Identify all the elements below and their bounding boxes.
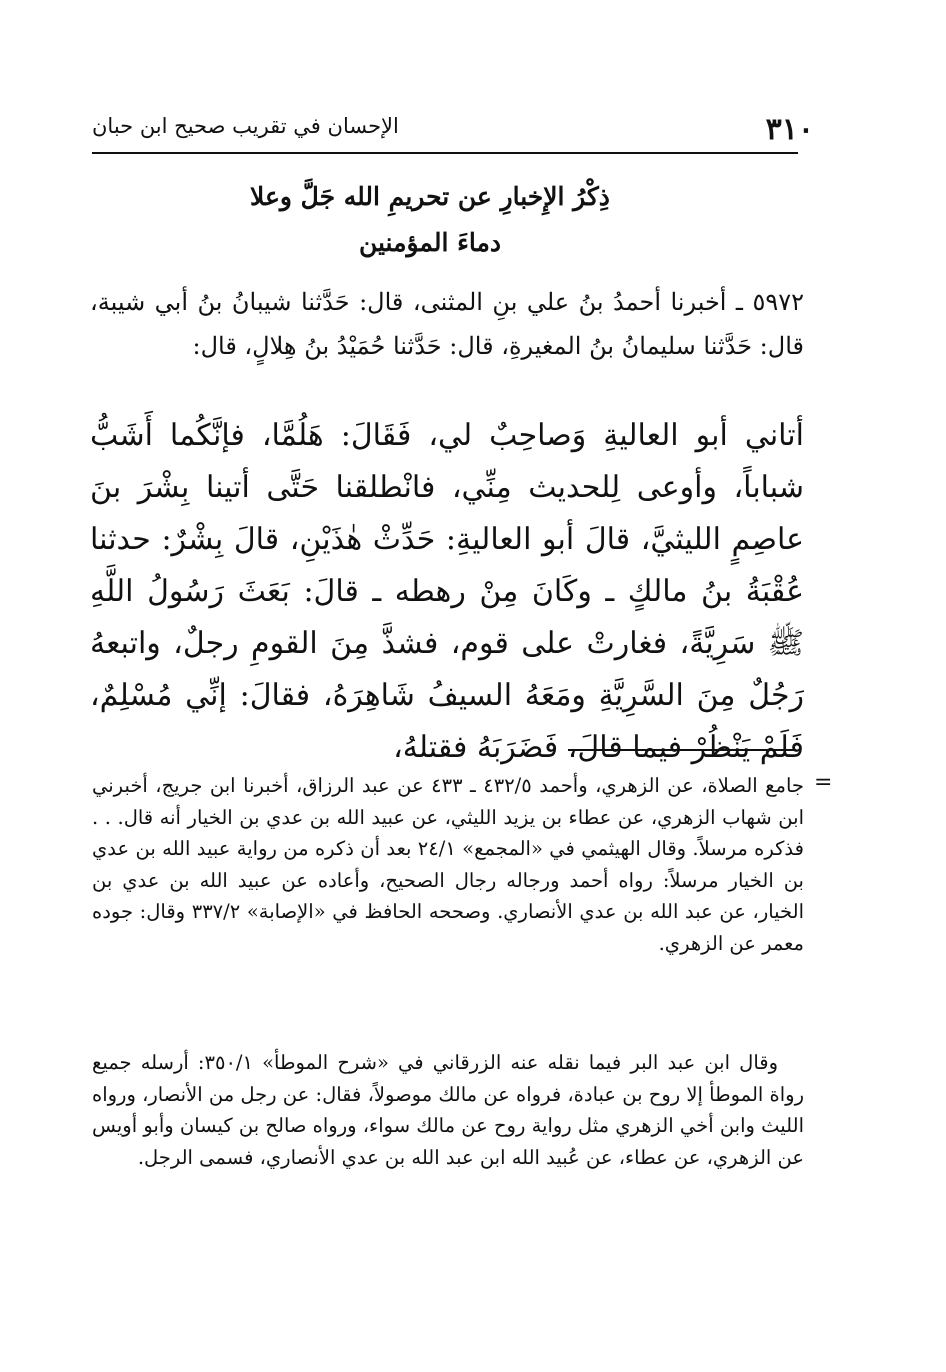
chapter-title — [150, 174, 710, 266]
footnote-paragraph-2 — [92, 1047, 804, 1173]
footnote-text: جامع الصلاة، عن الزهري، وأحمد ٤٣٢/٥ ـ ٤٣٣ عن عبد الرزاق، أخبرنا ابن جريج، أخبرني ابن شهاب الزهري، عن عطاء بن يزيد الليثي، عن عبيد الله بن عدي بن الخيار أنه قال. . . فذكره مرسلاً. وقال الهيثمي في «المجمع» ٢٤/١ بعد أن ذكره من رواية عبيد الله بن عدي بن الخيار مرسلاً: رواه أحمد ورجاله رجال الصحيح، وأعاده عن عبيد الله بن عدي بن الخيار، عن عبد الله بن عدي الأنصاري. وصححه الحافظ في «الإصابة» ٣٣٧/٢ وقال: جوده معمر عن الزهري. — [92, 774, 805, 955]
running-title: الإحسان في تقريب صحيح ابن حبان — [92, 114, 399, 138]
footnote-continuation-mark: = — [814, 770, 833, 795]
hadith-isnad: ٥٩٧٢ ـ أخبرنا أحمدُ بنُ علي بنِ المثنى، قال: حَدَّثنا شيبانُ بنُ أبي شيبة، قال: حَدَّثنا سليمانُ بنُ المغيرةِ، قال: حَدَّثنا حُمَيْدُ بنُ هِلالٍ، قال: — [90, 288, 804, 360]
header-rule — [92, 152, 798, 154]
hadith-matn: أتاني أبو العاليةِ وَصاحِبٌ لي، فَقَالَ: هَلُمَّا، فإنَّكُما أَشَبُّ شباباً، وأوعى لِلحديث مِنِّي، فانْطلقنا حَتَّى أتينا بِشْرَ بنَ عاصِمٍ الليثيَّ، قالَ أبو العاليةِ: حَدِّثْ هٰذَيْنِ، قالَ بِشْرٌ: حدثنا عُقْبَةُ بنُ مالكٍ ـ وكَانَ مِنْ رهطه ـ قالَ: بَعَثَ رَسُولُ اللَّهِ ﷺ سَرِيَّةً، فغارتْ على قوم، فشذَّ مِنَ القومِ رجلٌ، واتبعهُ رَجُلٌ مِنَ السَّرِيَّةِ ومَعَهُ السيفُ شَاهِرَهُ، فقالَ: إنِّي مُسْلِمٌ، فَلَمْ يَنْظُرْ فيما قالَ، فَضَرَبَهُ فقتلهُ، — [90, 418, 804, 765]
chapter-title-line-2: دماءَ المؤمنين — [358, 228, 502, 257]
footnote-text: وقال ابن عبد البر فيما نقله عنه الزرقاني في «شرح الموطأ» ٣٥٠/١: أرسله جميع رواة الموطأ إلا روح بن عبادة، فرواه عن مالك موصولاً، فقال: عن رجل من الأنصار، ورواه الليث وابن أخي الزهري مثل رواية روح عن مالك سواء، ورواه صالح بن كيسان وأبو أويس عن الزهري، عن عطاء، عن عُبيد الله ابن عبد الله بن عدي الأنصاري، فسمى الرجل. — [92, 1051, 804, 1169]
footnote-paragraph-1 — [92, 770, 804, 960]
chapter-title-line-1: ذِكْرُ الإِخبارِ عن تحريمِ الله جَلَّ وعلا — [250, 182, 610, 211]
footnote-separator — [568, 749, 796, 751]
page-number: ٣١٠ — [765, 112, 814, 147]
